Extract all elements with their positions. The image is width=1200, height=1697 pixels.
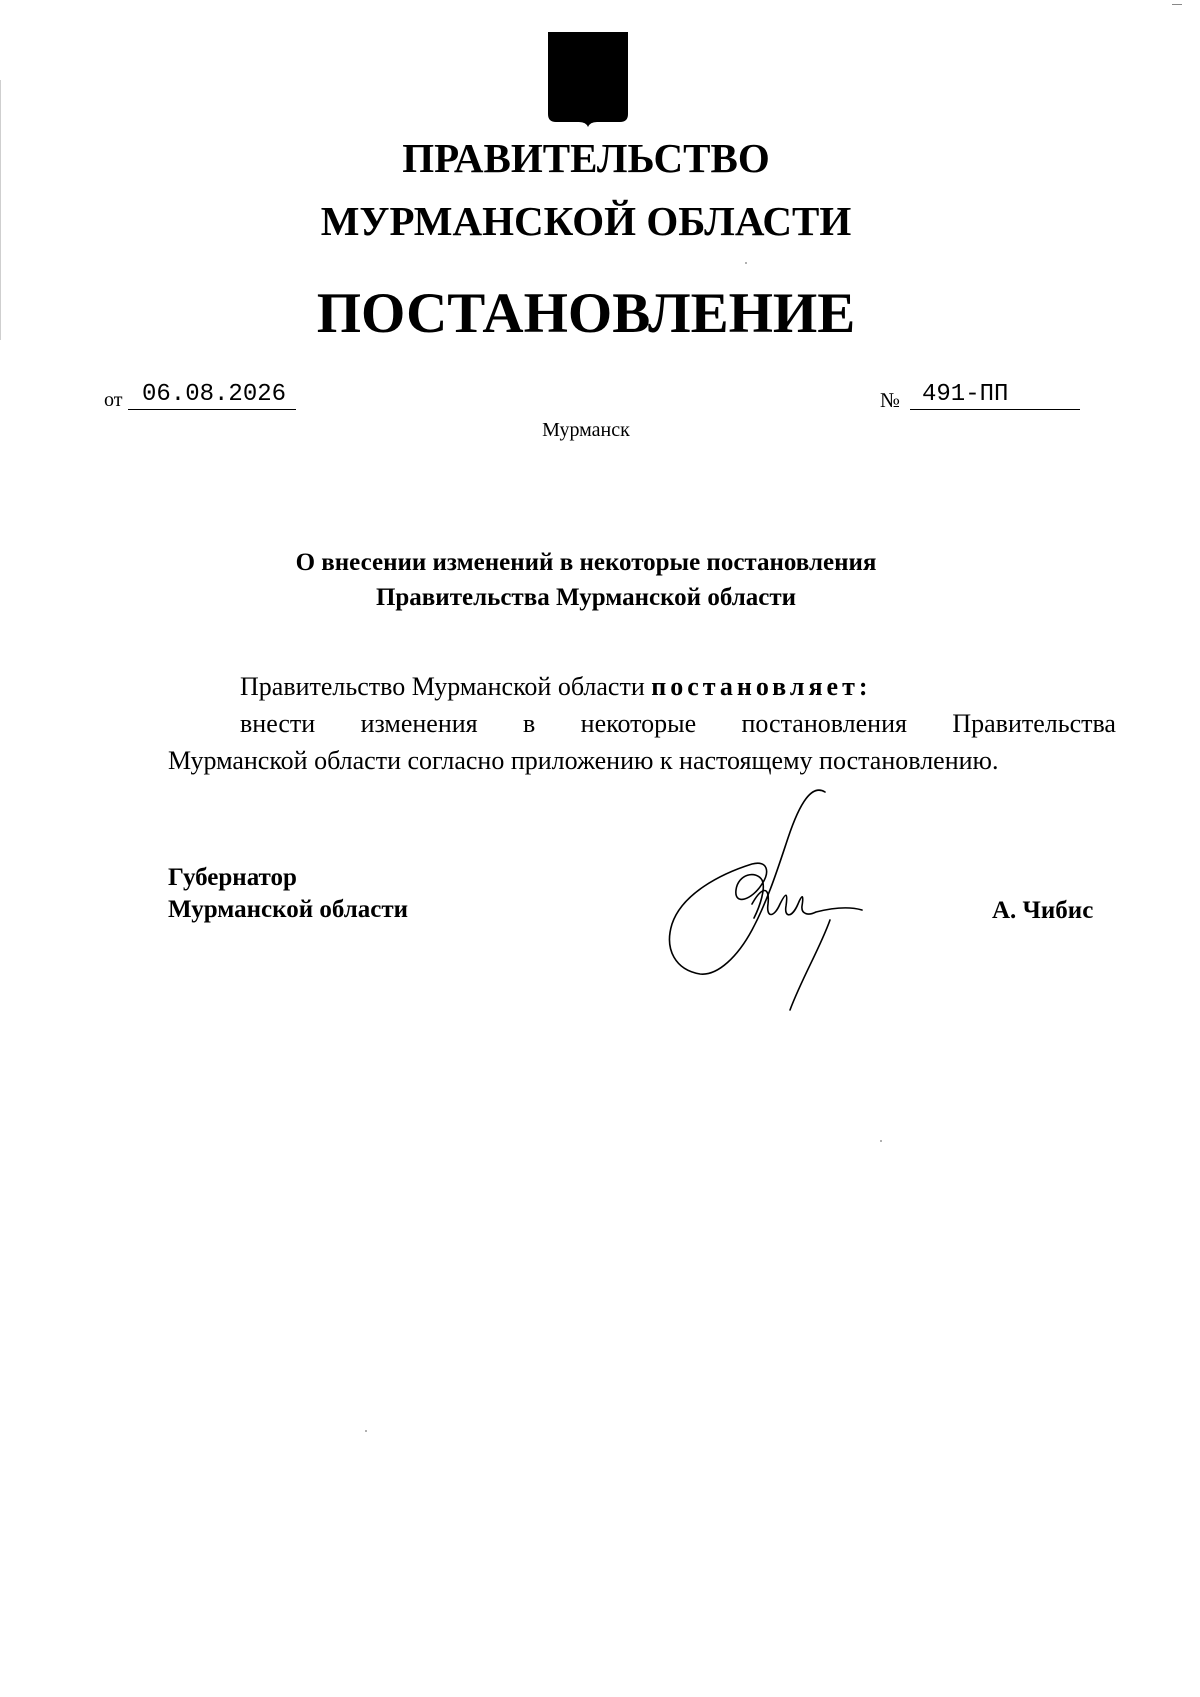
signer-title-line1: Губернатор (168, 864, 297, 891)
signer-name: А. Чибис (992, 897, 1094, 924)
document-type-title: ПОСТАНОВЛЕНИЕ (316, 282, 856, 345)
coat-of-arms-emblem (548, 32, 628, 127)
scan-edge-mark-top-right (1172, 4, 1182, 5)
body-word: в (523, 709, 536, 738)
body-word: Правительства (952, 709, 1116, 738)
body-intro: Правительство Мурманской области (240, 672, 652, 701)
document-date: 06.08.2026 (128, 383, 296, 410)
scan-speck (365, 1430, 367, 1432)
subject-line1: О внесении изменений в некоторые постановления (295, 549, 877, 576)
body-line1 (168, 668, 1116, 705)
body-word: изменения (360, 709, 478, 738)
handwritten-signature (640, 780, 880, 1020)
document-number: 491-ПП (910, 383, 1080, 410)
scan-speck (745, 262, 747, 264)
body-line2 (168, 705, 1116, 742)
number-label: № (880, 388, 901, 412)
scan-speck (880, 1140, 882, 1142)
organization-name-line2: МУРМАНСКОЙ ОБЛАСТИ (320, 198, 852, 244)
date-label: от (104, 389, 123, 411)
subject-line2: Правительства Мурманской области (375, 584, 797, 611)
signer-title-line2: Мурманской области (168, 896, 409, 923)
city-name: Мурманск (542, 419, 630, 441)
body-word: некоторые (580, 709, 697, 738)
body-line3: Мурманской области согласно приложению к настоящему постановлению. (168, 746, 999, 775)
signer-title (168, 862, 408, 926)
document-subject (0, 545, 1172, 615)
organization-name-line1: ПРАВИТЕЛЬСТВО (402, 135, 770, 181)
document-body (168, 668, 1116, 779)
body-resolves: постановляет: (651, 672, 872, 701)
body-word: внести (240, 709, 316, 738)
body-word: постановления (741, 709, 907, 738)
